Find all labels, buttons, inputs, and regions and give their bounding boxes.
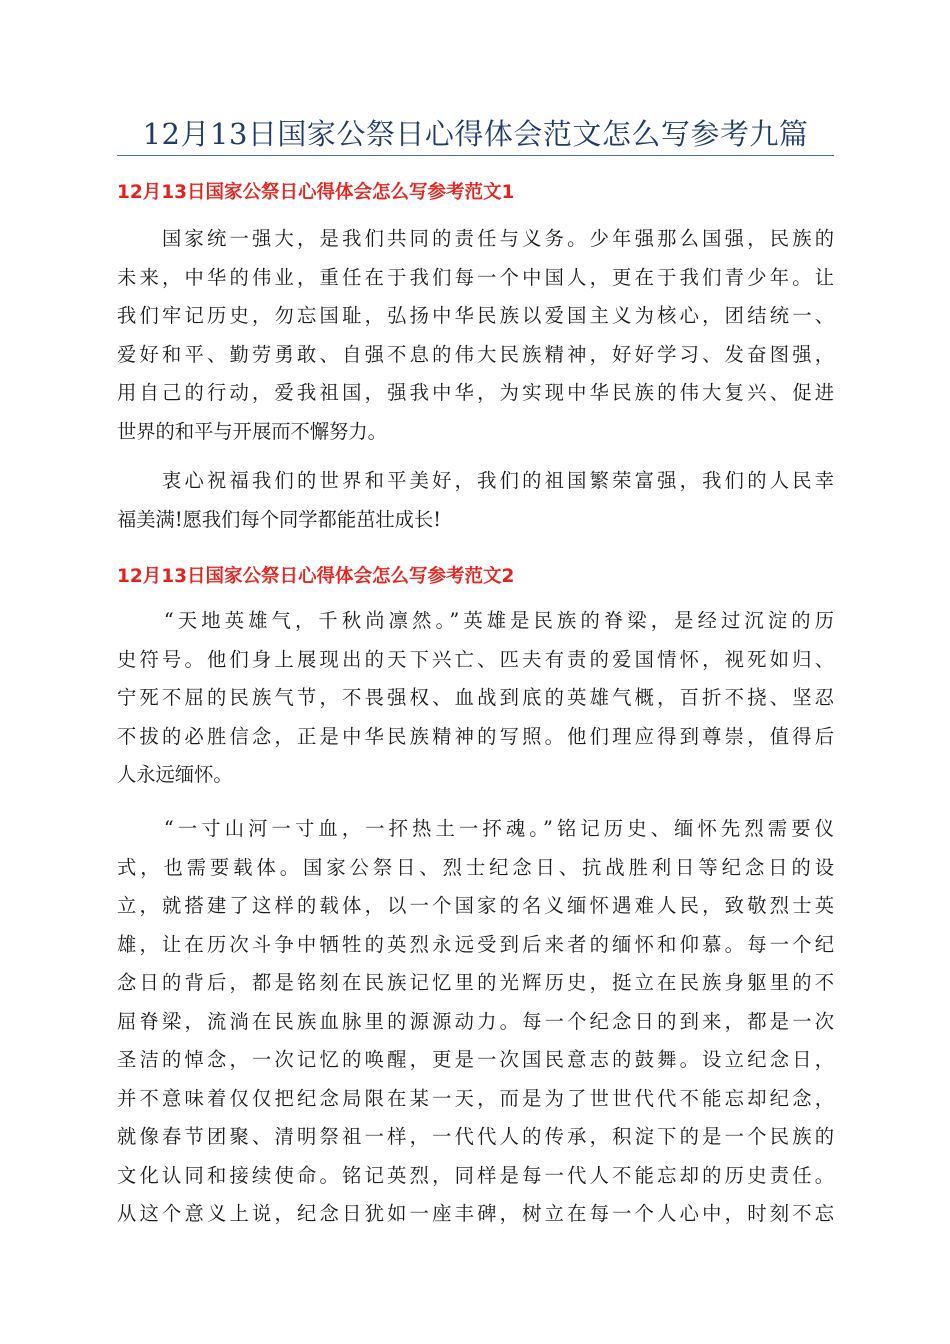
paragraph-line: 国家统一强大，是我们共同的责任与义务。少年强那么国强，民族的 bbox=[117, 227, 834, 250]
document-title: 12月13日国家公祭日心得体会范文怎么写参考九篇 bbox=[142, 117, 809, 151]
paragraph-line: 就像春节团聚、清明祭祖一样，一代代人的传承，积淀下的是一个民族的 bbox=[117, 1125, 834, 1148]
paragraph-line: 不拔的必胜信念，正是中华民族精神的写照。他们理应得到尊崇，值得后 bbox=[117, 724, 834, 748]
paragraph-line: 福美满!愿我们每个同学都能茁壮成长! bbox=[117, 507, 441, 531]
paragraph-line: 屈脊梁，流淌在民族血脉里的源源动力。每一个纪念日的到来，都是一次 bbox=[117, 1009, 834, 1033]
paragraph-line: 圣洁的悼念，一次记忆的唤醒，更是一次国民意志的鼓舞。设立纪念日， bbox=[117, 1048, 834, 1071]
paragraph-line: 念日的背后，都是铭刻在民族记忆里的光辉历史，挺立在民族身躯里的不 bbox=[117, 971, 834, 994]
paragraph-line: 宁死不屈的民族气节，不畏强权、血战到底的英雄气概，百折不挠、坚忍 bbox=[117, 686, 834, 709]
paragraph-line: 未来，中华的伟业，重任在于我们每一个中国人，更在于我们青少年。让 bbox=[117, 265, 834, 289]
paragraph-line: 史符号。他们身上展现出的天下兴亡、匹夫有责的爱国情怀，视死如归、 bbox=[117, 647, 834, 671]
paragraph-2-2 bbox=[117, 810, 834, 1234]
paragraph-line: 并不意味着仅仅把纪念局限在某一天，而是为了世世代代不能忘却纪念， bbox=[117, 1086, 834, 1110]
paragraph-1-1 bbox=[117, 220, 834, 451]
paragraph-line: 我们牢记历史，勿忘国耻，弘扬中华民族以爱国主义为核心，团结统一、 bbox=[117, 304, 834, 327]
paragraph-line: 文化认同和接续使命。铭记英烈，同样是每一代人不能忘却的历史责任。 bbox=[117, 1163, 834, 1187]
paragraph-line: 立，就搭建了这样的载体，以一个国家的名义缅怀遇难人民，致敬烈士英 bbox=[117, 894, 834, 917]
paragraph-line: 爱好和平、勤劳勇敢、自强不息的伟大民族精神，好好学习、发奋图强， bbox=[117, 342, 834, 366]
paragraph-line: “一寸山河一寸血，一抔热土一抔魂。”铭记历史、缅怀先烈需要仪 bbox=[117, 817, 834, 840]
title-underline bbox=[117, 155, 834, 156]
section-heading-1: 12月13日国家公祭日心得体会怎么写参考范文1 bbox=[117, 182, 515, 203]
paragraph-line: 雄，让在历次斗争中牺牲的英烈永远受到后来者的缅怀和仰慕。每一个纪 bbox=[117, 932, 834, 956]
paragraph-line: 式，也需要载体。国家公祭日、烈士纪念日、抗战胜利日等纪念日的设 bbox=[117, 855, 834, 879]
paragraph-line: 用自己的行动，爱我祖国，强我中华，为实现中华民族的伟大复兴、促进 bbox=[117, 381, 834, 404]
paragraph-line: 人永远缅怀。 bbox=[117, 763, 233, 786]
paragraph-1-2 bbox=[117, 462, 834, 539]
paragraph-2-1 bbox=[117, 602, 834, 795]
paragraph-line: 世界的和平与开展而不懈努力。 bbox=[117, 419, 387, 443]
paragraph-line: 从这个意义上说，纪念日犹如一座丰碑，树立在每一个人心中，时刻不忘 bbox=[117, 1202, 834, 1225]
section-heading-2: 12月13日国家公祭日心得体会怎么写参考范文2 bbox=[117, 566, 515, 587]
paragraph-line: 衷心祝福我们的世界和平美好，我们的祖国繁荣富强，我们的人民幸 bbox=[117, 469, 834, 492]
paragraph-line: “天地英雄气，千秋尚凛然。”英雄是民族的脊梁，是经过沉淀的历 bbox=[117, 609, 834, 632]
